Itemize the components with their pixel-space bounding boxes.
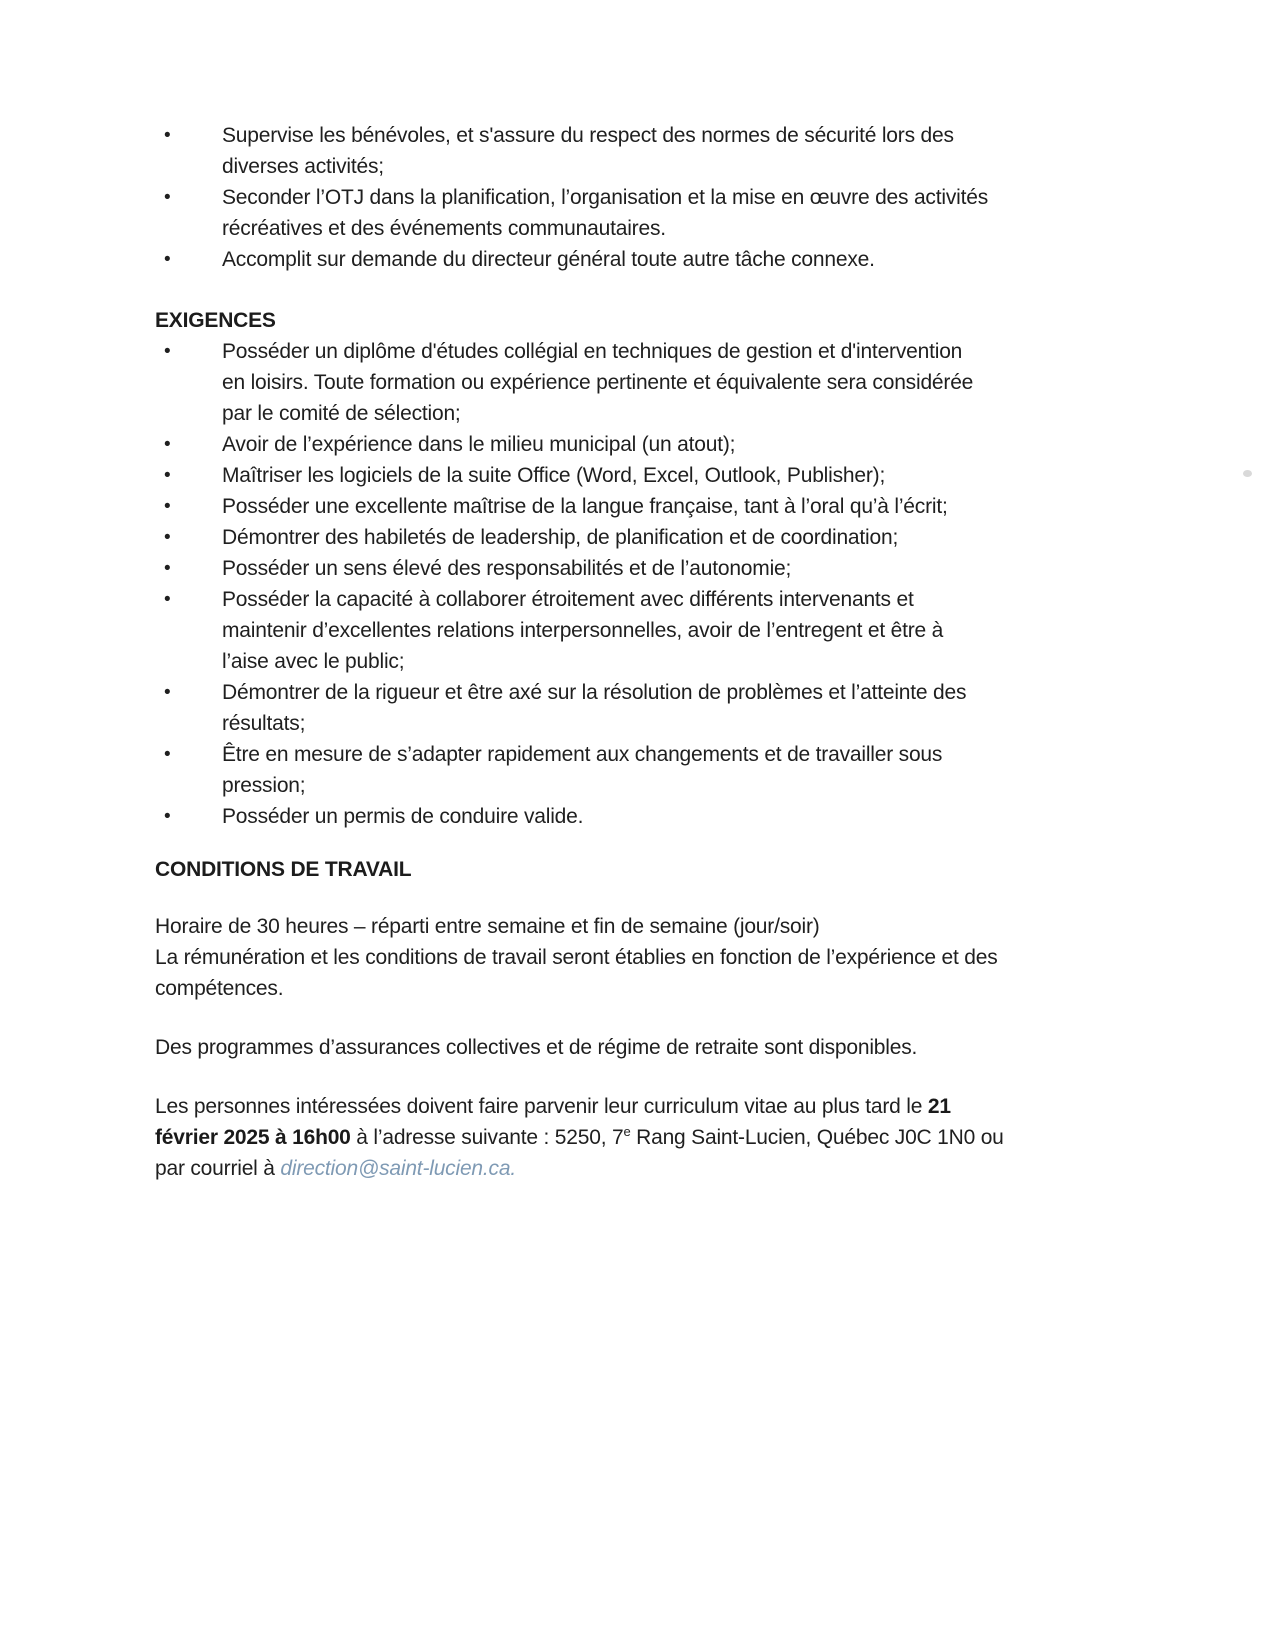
list-item <box>155 429 1195 460</box>
list-item <box>155 677 1195 739</box>
list-item-text: Seconder l’OTJ dans la planification, l’organisation et la mise en œuvre des activités récréatives et des événements communautaires. <box>222 186 989 240</box>
ordinal-superscript: e <box>623 1124 631 1139</box>
list-item-text: Posséder un sens élevé des responsabilités et de l’autonomie; <box>222 557 792 580</box>
list-item <box>155 336 1195 429</box>
list-item <box>155 584 1195 677</box>
bullet-icon: • <box>164 589 171 610</box>
list-item-text: Accomplit sur demande du directeur général toute autre tâche connexe. <box>222 248 875 271</box>
list-item-text: Démontrer de la rigueur et être axé sur la résolution de problèmes et l’atteinte des résultats; <box>222 681 967 735</box>
scan-artifact <box>1243 470 1252 477</box>
section-heading-conditions: CONDITIONS DE TRAVAIL <box>155 858 412 881</box>
bullet-icon: • <box>164 527 171 548</box>
email-link[interactable]: direction@saint-lucien.ca. <box>280 1157 516 1180</box>
closing-text: par courriel à <box>155 1157 281 1180</box>
list-item <box>155 120 1195 182</box>
bullet-icon: • <box>164 249 171 270</box>
list-item-text: Posséder un diplôme d'études collégial en techniques de gestion et d'intervention en loisirs. Toute formation ou expérience pertinente et équivalente sera considérée par le comité de sélection; <box>222 340 974 425</box>
list-item <box>155 460 1195 491</box>
bullet-icon: • <box>164 744 171 765</box>
section-heading-exigences: EXIGENCES <box>155 309 276 332</box>
paragraph-schedule: Horaire de 30 heures – réparti entre semaine et fin de semaine (jour/soir) La rémunération et les conditions de travail seront établies en fonction de l’expérience et des compétences. <box>155 915 998 1000</box>
paragraph-benefits: Des programmes d’assurances collectives et de régime de retraite sont disponibles. <box>155 1036 918 1059</box>
bullet-icon: • <box>164 434 171 455</box>
deadline-bold: février 2025 à 16h00 <box>155 1126 351 1149</box>
bullet-icon: • <box>164 496 171 517</box>
closing-line-2 <box>155 1122 1195 1153</box>
list-item <box>155 491 1195 522</box>
list-item-text: Être en mesure de s’adapter rapidement aux changements et de travailler sous pression; <box>222 743 943 797</box>
bullet-icon: • <box>164 682 171 703</box>
list-item <box>155 553 1195 584</box>
bullet-icon: • <box>164 558 171 579</box>
list-item-text: Démontrer des habiletés de leadership, de planification et de coordination; <box>222 526 899 549</box>
closing-text: Rang Saint-Lucien, Québec J0C 1N0 ou <box>630 1126 1004 1149</box>
closing-text: Les personnes intéressées doivent faire parvenir leur curriculum vitae au plus tard le <box>155 1095 928 1118</box>
list-item <box>155 522 1195 553</box>
paragraph-application <box>155 1091 1195 1184</box>
bullet-icon: • <box>164 125 171 146</box>
list-item-text: Posséder une excellente maîtrise de la langue française, tant à l’oral qu’à l’écrit; <box>222 495 948 518</box>
bullet-icon: • <box>164 187 171 208</box>
requirements-list <box>155 336 1195 832</box>
bullet-icon: • <box>164 341 171 362</box>
list-item-text: Maîtriser les logiciels de la suite Office (Word, Excel, Outlook, Publisher); <box>222 464 886 487</box>
closing-text: à l’adresse suivante : 5250, 7 <box>350 1126 624 1149</box>
bullet-icon: • <box>164 465 171 486</box>
deadline-bold: 21 <box>927 1095 951 1118</box>
list-item <box>155 244 1195 275</box>
responsibilities-list <box>155 120 1195 275</box>
bullet-icon: • <box>164 806 171 827</box>
list-item <box>155 739 1195 801</box>
list-item-text: Supervise les bénévoles, et s'assure du respect des normes de sécurité lors des diverses activités; <box>222 124 954 178</box>
list-item-text: Posséder un permis de conduire valide. <box>222 805 584 828</box>
list-item <box>155 801 1195 832</box>
list-item-text: Posséder la capacité à collaborer étroitement avec différents intervenants et maintenir d’excellentes relations interpersonnelles, avoir de l’entregent et être à l’aise avec le public; <box>222 588 944 673</box>
list-item-text: Avoir de l’expérience dans le milieu municipal (un atout); <box>222 433 736 456</box>
list-item <box>155 182 1195 244</box>
closing-line-1 <box>155 1091 1195 1122</box>
closing-line-3 <box>155 1153 1195 1184</box>
